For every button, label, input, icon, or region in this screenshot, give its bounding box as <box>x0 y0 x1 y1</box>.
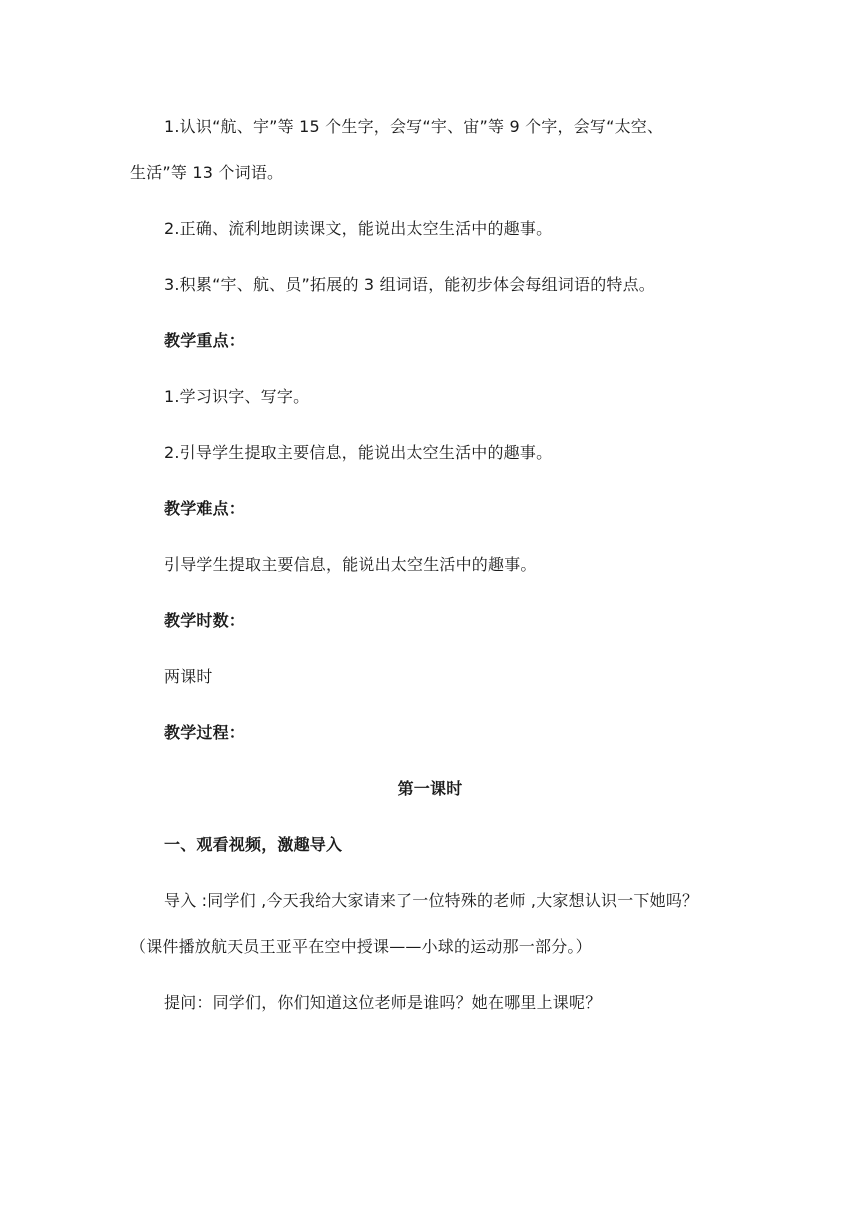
class-hours-heading: 教学时数： <box>164 611 246 630</box>
key-points-heading: 教学重点： <box>164 331 246 350</box>
key-point-1: 1.学习识字、写字。 <box>164 387 310 406</box>
class-hours-text: 两课时 <box>164 667 213 686</box>
objective-2: 2.正确、流利地朗读课文，能说出太空生活中的趣事。 <box>164 219 553 238</box>
section-1-heading: 一、观看视频，激趣导入 <box>164 835 343 854</box>
process-heading: 教学过程： <box>164 723 246 742</box>
difficulties-text: 引导学生提取主要信息，能说出太空生活中的趣事。 <box>164 555 537 574</box>
objective-1-line-1: 1.认识“航、宇”等 15 个生字，会写“宇、宙”等 9 个字，会写“太空、 <box>164 117 664 136</box>
objective-3: 3.积累“宇、航、员”拓展的 3 组词语，能初步体会每组词语的特点。 <box>164 275 655 294</box>
teacher-question: 提问：同学们，你们知道这位老师是谁吗？她在哪里上课呢？ <box>164 993 602 1012</box>
intro-line-2: （课件播放航天员王亚平在空中授课——小球的运动那一部分。） <box>130 937 592 956</box>
lesson-1-title: 第一课时 <box>397 779 463 798</box>
key-point-2: 2.引导学生提取主要信息，能说出太空生活中的趣事。 <box>164 443 553 462</box>
intro-line-1: 导入 :同学们 ,今天我给大家请来了一位特殊的老师 ,大家想认识一下她吗？ <box>164 891 699 910</box>
difficulties-heading: 教学难点： <box>164 499 246 518</box>
objective-1-line-2: 生活”等 13 个词语。 <box>130 163 284 182</box>
